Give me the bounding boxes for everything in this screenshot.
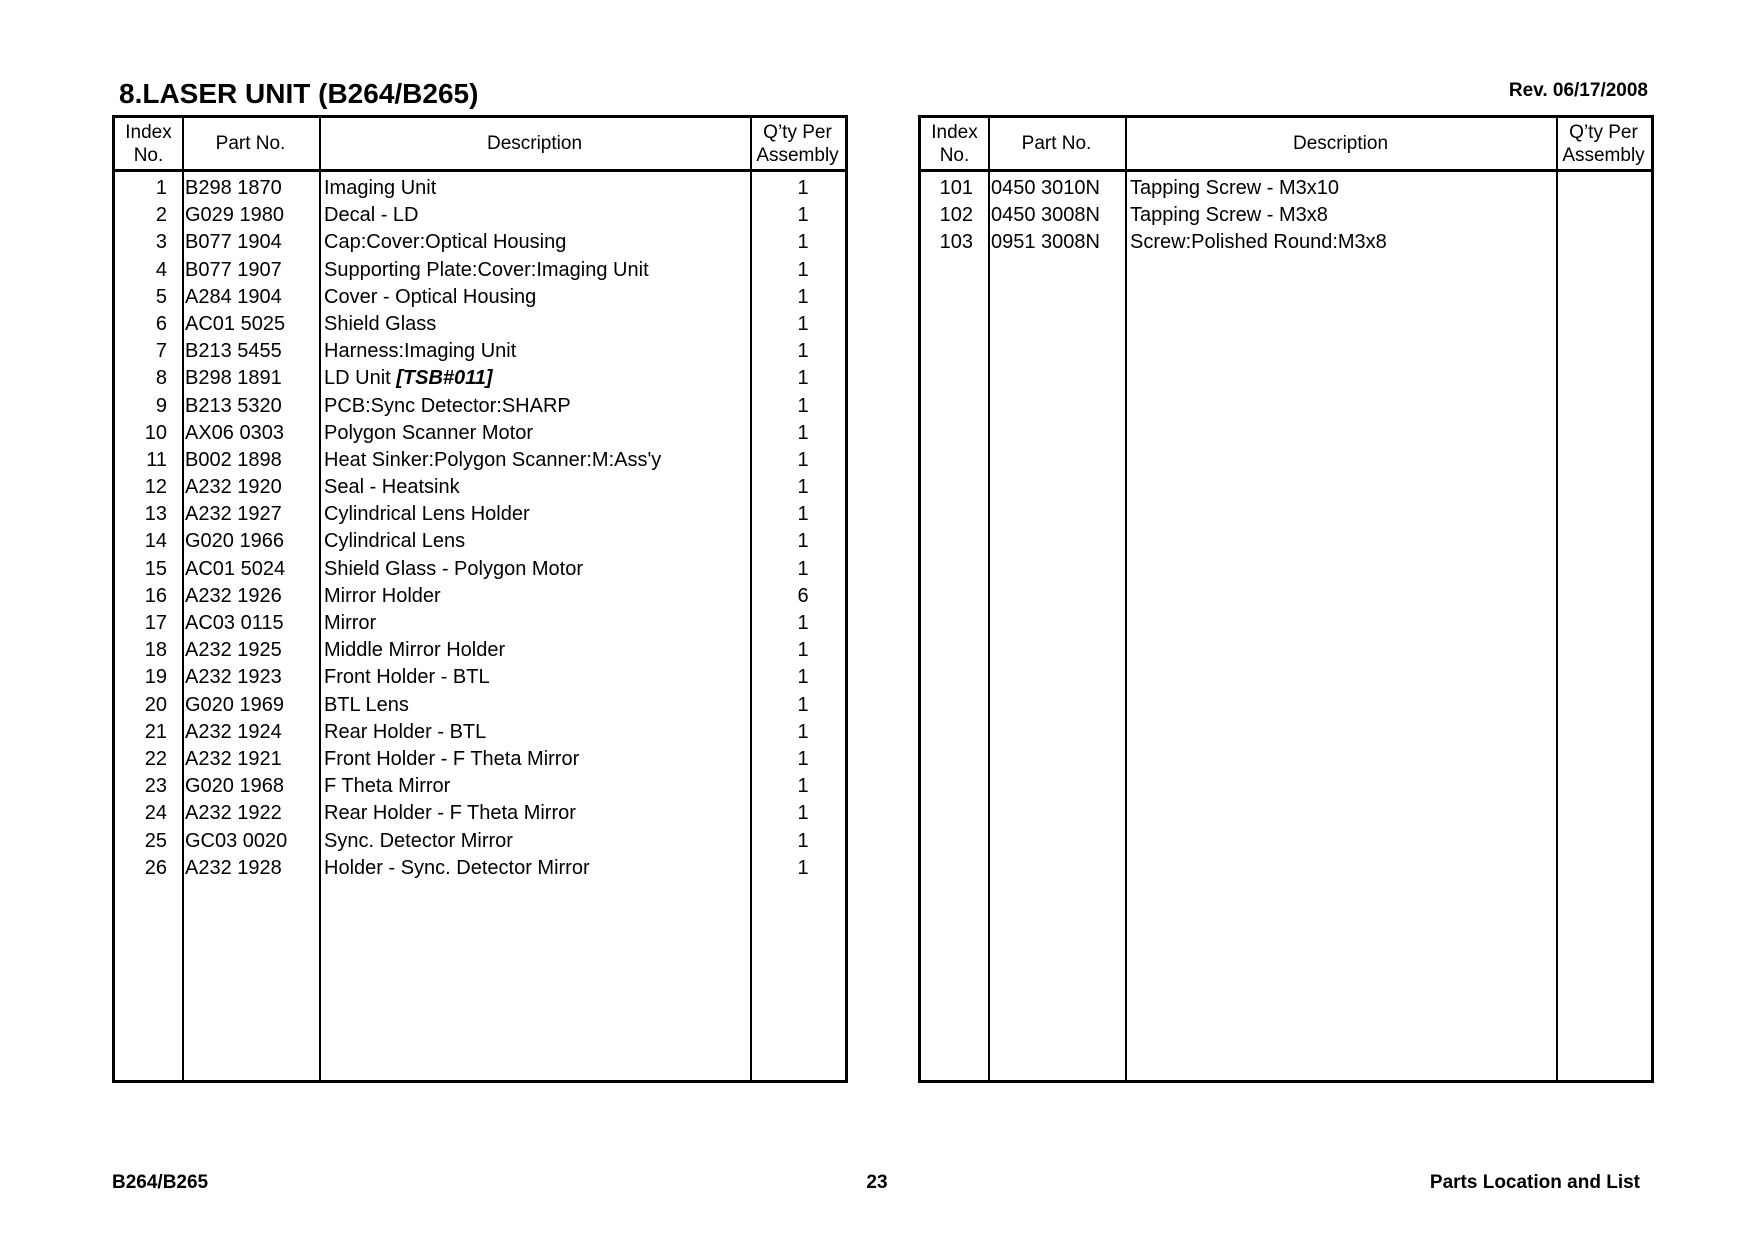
- table-row: [115, 284, 845, 311]
- description-text: Mirror: [324, 612, 377, 634]
- table-row: [115, 528, 845, 555]
- quantity-cell: 1: [797, 285, 809, 308]
- quantity-cell: 1: [797, 856, 809, 879]
- table-row: [921, 175, 1651, 202]
- quantity-cell: [1561, 229, 1657, 256]
- description-text: Sync. Detector Mirror: [324, 829, 513, 852]
- column-divider: [1556, 118, 1558, 1080]
- table-row: [115, 664, 845, 691]
- index-cell: 24: [144, 802, 167, 825]
- part-number-cell: AC03 0115: [185, 612, 284, 634]
- footer-model: B264/B265: [112, 1172, 209, 1193]
- table-row: [115, 393, 845, 420]
- index-cell: 13: [144, 503, 167, 526]
- table-row: [115, 338, 845, 365]
- description-cell: [324, 175, 744, 202]
- index-cell: 11: [146, 448, 167, 471]
- part-number-cell: B213 5320: [185, 394, 282, 417]
- table-row: [115, 501, 845, 528]
- quantity-cell: 1: [797, 530, 809, 553]
- part-number-cell: 0450 3008N: [991, 204, 1100, 227]
- table-row: [115, 420, 845, 447]
- header-index: Index No.: [931, 121, 978, 166]
- description-text: Shield Glass: [324, 312, 437, 335]
- part-number-cell: 0951 3008N: [991, 231, 1100, 254]
- header-qty: Q’ty Per Assembly: [756, 121, 839, 166]
- right-rows: [921, 175, 1651, 257]
- index-cell: 6: [155, 312, 167, 335]
- header-divider: [921, 169, 1651, 172]
- part-number-cell: G029 1980: [185, 204, 284, 227]
- quantity-cell: 1: [797, 720, 809, 743]
- index-cell: 8: [155, 367, 167, 390]
- table-row: [115, 474, 845, 501]
- description-text: Screw:Polished Round:M3x8: [1130, 231, 1387, 254]
- tsb-reference: [TSB#011]: [396, 367, 493, 390]
- description-cell: [324, 746, 744, 773]
- index-cell: 14: [144, 530, 167, 553]
- description-text: Seal - Heatsink: [324, 476, 460, 499]
- description-text: Shield Glass - Polygon Motor: [324, 557, 584, 580]
- description-text: Front Holder - BTL: [324, 666, 490, 689]
- quantity-cell: 1: [797, 775, 809, 798]
- description-cell: [324, 664, 744, 691]
- part-number-cell: B213 5455: [185, 340, 282, 363]
- description-text: Decal - LD: [324, 204, 419, 227]
- quantity-cell: 1: [797, 448, 809, 471]
- part-number-cell: A232 1925: [185, 639, 282, 662]
- index-cell: 18: [144, 639, 167, 662]
- left-rows: [115, 175, 845, 882]
- index-cell: 20: [144, 693, 167, 716]
- index-cell: 10: [144, 421, 167, 444]
- table-row: [115, 800, 845, 827]
- part-number-cell: AC01 5025: [185, 312, 286, 335]
- parts-table-right: [918, 115, 1654, 1083]
- quantity-cell: 1: [797, 503, 809, 526]
- part-number-cell: B077 1907: [185, 258, 282, 281]
- index-cell: 3: [155, 231, 167, 254]
- description-cell: [324, 501, 744, 528]
- index-cell: 23: [144, 775, 167, 798]
- column-divider: [1125, 118, 1127, 1080]
- part-number-cell: A232 1926: [185, 584, 282, 607]
- header-description: Description: [486, 133, 583, 154]
- description-cell: [324, 257, 744, 284]
- index-cell: 22: [144, 747, 167, 770]
- table-row: [115, 556, 845, 583]
- header-part-no: Part No.: [215, 133, 286, 154]
- quantity-cell: 1: [797, 340, 809, 363]
- index-cell: 1: [155, 177, 167, 199]
- part-number-cell: A232 1924: [185, 720, 282, 743]
- description-cell: [324, 556, 744, 583]
- description-cell: [324, 637, 744, 664]
- index-cell: 21: [144, 720, 167, 743]
- description-cell: [324, 800, 744, 827]
- part-number-cell: A232 1923: [185, 666, 282, 689]
- table-row: [921, 202, 1651, 229]
- header-qty: Q’ty Per Assembly: [1562, 121, 1645, 166]
- table-row: [115, 229, 845, 256]
- description-cell: [324, 583, 744, 610]
- description-cell: [324, 719, 744, 746]
- description-cell: [324, 365, 744, 392]
- index-cell: 101: [939, 177, 973, 199]
- column-divider: [988, 118, 990, 1080]
- description-text: Rear Holder - BTL: [324, 720, 487, 743]
- quantity-cell: 1: [797, 829, 809, 852]
- table-row: [115, 828, 845, 855]
- table-row: [115, 175, 845, 202]
- quantity-cell: 1: [797, 394, 809, 417]
- part-number-cell: 0450 3010N: [991, 177, 1100, 199]
- quantity-cell: 1: [797, 231, 809, 254]
- index-cell: 102: [939, 204, 973, 227]
- description-cell: [324, 474, 744, 501]
- index-cell: 2: [155, 204, 167, 227]
- quantity-cell: [1561, 202, 1657, 229]
- header-index: Index No.: [125, 121, 172, 166]
- index-cell: 26: [144, 856, 167, 879]
- description-cell: [1130, 175, 1550, 202]
- quantity-cell: 1: [797, 177, 809, 199]
- description-cell: [324, 692, 744, 719]
- description-cell: [324, 338, 744, 365]
- quantity-cell: 6: [797, 584, 809, 607]
- quantity-cell: 1: [797, 802, 809, 825]
- part-number-cell: A232 1928: [185, 856, 282, 879]
- quantity-cell: 1: [797, 421, 809, 444]
- description-text: Tapping Screw - M3x8: [1130, 204, 1328, 227]
- description-text: Cap:Cover:Optical Housing: [324, 231, 567, 254]
- quantity-cell: 1: [797, 312, 809, 335]
- description-text: Cover - Optical Housing: [324, 285, 537, 308]
- description-cell: [324, 855, 744, 882]
- description-text: Heat Sinker:Polygon Scanner:M:Ass'y: [324, 448, 662, 471]
- table-row: [115, 855, 845, 882]
- description-text: Imaging Unit: [324, 177, 437, 199]
- description-text: Harness:Imaging Unit: [324, 340, 517, 363]
- part-number-cell: B298 1870: [185, 177, 282, 199]
- index-cell: 5: [155, 285, 167, 308]
- index-cell: 4: [155, 258, 167, 281]
- header-part-no: Part No.: [1021, 133, 1092, 154]
- description-text: PCB:Sync Detector:SHARP: [324, 394, 571, 417]
- quantity-cell: 1: [797, 693, 809, 716]
- table-row: [115, 637, 845, 664]
- quantity-cell: 1: [797, 612, 809, 634]
- index-cell: 9: [155, 394, 167, 417]
- description-text: Cylindrical Lens Holder: [324, 503, 530, 526]
- part-number-cell: GC03 0020: [185, 829, 288, 852]
- description-cell: [324, 393, 744, 420]
- quantity-cell: 1: [797, 639, 809, 662]
- description-text: Mirror Holder: [324, 584, 441, 607]
- table-row: [115, 773, 845, 800]
- description-cell: [324, 828, 744, 855]
- part-number-cell: A232 1927: [185, 503, 282, 526]
- quantity-cell: 1: [797, 367, 809, 390]
- table-row: [115, 311, 845, 338]
- description-cell: [324, 773, 744, 800]
- quantity-cell: 1: [797, 557, 809, 580]
- description-text: Front Holder - F Theta Mirror: [324, 747, 580, 770]
- footer-section: Parts Location and List: [1429, 1172, 1640, 1193]
- description-text: Supporting Plate:Cover:Imaging Unit: [324, 258, 649, 281]
- header-divider: [115, 169, 845, 172]
- page-title: 8.LASER UNIT (B264/B265): [119, 78, 479, 109]
- table-row: [115, 447, 845, 474]
- table-row: [115, 610, 845, 637]
- table-row: [115, 257, 845, 284]
- description-cell: [324, 311, 744, 338]
- footer-page-number: 23: [866, 1172, 888, 1193]
- part-number-cell: B002 1898: [185, 448, 282, 471]
- part-number-cell: A232 1920: [185, 476, 282, 499]
- description-cell: [324, 528, 744, 555]
- table-row: [115, 692, 845, 719]
- index-cell: 7: [155, 340, 167, 363]
- description-text: BTL Lens: [324, 693, 409, 716]
- table-row: [115, 746, 845, 773]
- quantity-cell: 1: [797, 747, 809, 770]
- table-row: [115, 202, 845, 229]
- part-number-cell: A232 1922: [185, 802, 282, 825]
- table-row: [921, 229, 1651, 256]
- index-cell: 12: [144, 476, 167, 499]
- quantity-cell: [1561, 175, 1657, 202]
- part-number-cell: G020 1966: [185, 530, 284, 553]
- description-cell: [1130, 229, 1550, 256]
- description-text: F Theta Mirror: [324, 775, 451, 798]
- index-cell: 19: [144, 666, 167, 689]
- quantity-cell: 1: [797, 204, 809, 227]
- table-row: [115, 719, 845, 746]
- part-number-cell: B077 1904: [185, 231, 282, 254]
- part-number-cell: G020 1968: [185, 775, 284, 798]
- revision-date: Rev. 06/17/2008: [1508, 80, 1648, 101]
- part-number-cell: A284 1904: [185, 285, 282, 308]
- quantity-cell: 1: [797, 476, 809, 499]
- part-number-cell: B298 1891: [185, 367, 282, 390]
- description-text: Rear Holder - F Theta Mirror: [324, 802, 576, 825]
- header-description: Description: [1292, 133, 1389, 154]
- description-text: LD Unit: [324, 367, 391, 390]
- table-row: [115, 365, 845, 392]
- part-number-cell: G020 1969: [185, 693, 284, 716]
- description-cell: [324, 447, 744, 474]
- description-cell: [324, 229, 744, 256]
- index-cell: 17: [144, 612, 167, 634]
- part-number-cell: AX06 0303: [185, 421, 284, 444]
- part-number-cell: AC01 5024: [185, 557, 286, 580]
- description-cell: [324, 202, 744, 229]
- part-number-cell: A232 1921: [185, 747, 282, 770]
- description-cell: [324, 420, 744, 447]
- index-cell: 16: [144, 584, 167, 607]
- index-cell: 25: [144, 829, 167, 852]
- index-cell: 15: [144, 557, 167, 580]
- description-text: Middle Mirror Holder: [324, 639, 506, 662]
- description-text: Holder - Sync. Detector Mirror: [324, 856, 590, 879]
- description-text: Cylindrical Lens: [324, 530, 466, 553]
- description-cell: [1130, 202, 1550, 229]
- quantity-cell: 1: [797, 258, 809, 281]
- description-text: Polygon Scanner Motor: [324, 421, 534, 444]
- description-cell: [324, 610, 744, 637]
- description-cell: [324, 284, 744, 311]
- description-text: Tapping Screw - M3x10: [1130, 177, 1339, 199]
- quantity-cell: 1: [797, 666, 809, 689]
- table-row: [115, 583, 845, 610]
- index-cell: 103: [939, 231, 973, 254]
- parts-table-left: [112, 115, 848, 1083]
